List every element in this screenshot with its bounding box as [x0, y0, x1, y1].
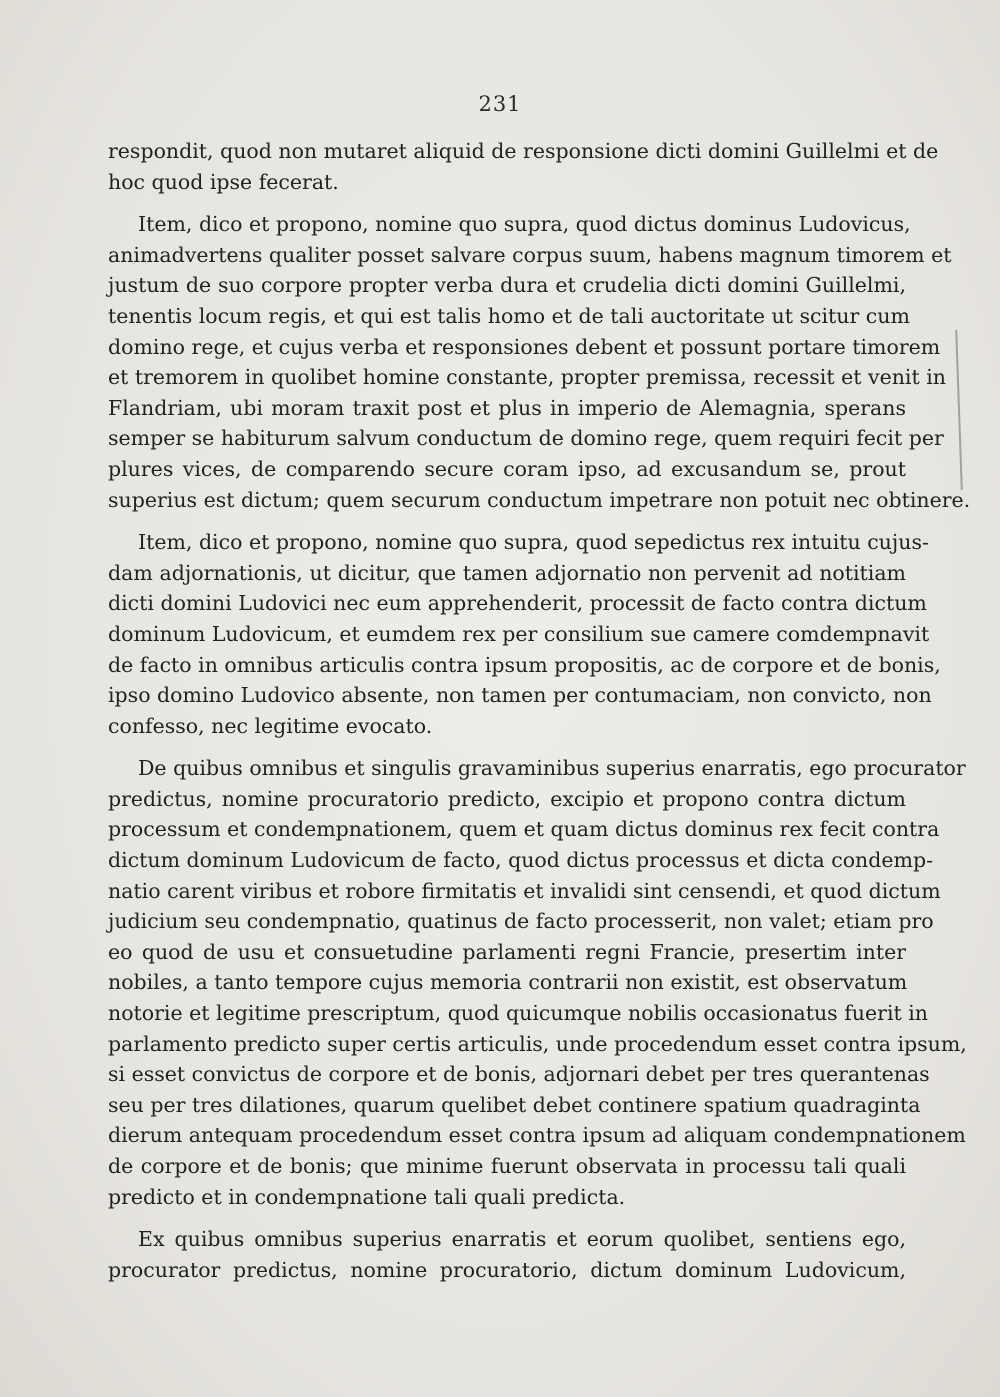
paragraph-gap: [108, 1212, 906, 1224]
text-line: Item, dico et propono, nomine quo supra, quod dictus dominus Ludovicus,: [138, 212, 911, 237]
text-line: judicium seu condempnatio, quatinus de facto processerit, non valet; etiam pro: [108, 909, 934, 934]
text-line: dicti domini Ludovici nec eum apprehenderit, processit de facto contra dictum: [108, 591, 927, 616]
paragraph-gap: [108, 515, 906, 527]
paragraph: [108, 136, 939, 197]
text-line: De quibus omnibus et singulis gravaminibus superius enarratis, ego procurator: [138, 756, 966, 781]
text-line: predictus, nomine procuratorio predicto, excipio et propono contra dictum: [108, 786, 906, 811]
text-line: nobiles, a tanto tempore cujus memoria contrarii non existit, est observatum: [108, 970, 908, 995]
text-line: dominum Ludovicum, et eumdem rex per consilium sue camere comdempnavit: [108, 621, 930, 646]
paragraph-gap: [108, 197, 906, 209]
body-text: [108, 136, 971, 1285]
text-line: de facto in omnibus articulis contra ipsum propositis, ac de corpore et de bonis,: [108, 652, 941, 677]
text-line: dictum dominum Ludovicum de facto, quod dictus processus et dicta condemp-: [108, 848, 934, 873]
margin-mark: [955, 330, 963, 490]
text-line: respondit, quod non mutaret aliquid de responsione dicti domini Guillelmi et de: [108, 139, 939, 163]
text-line: semper se habiturum salvum conductum de domino rege, quem requiri fecit per: [108, 426, 944, 451]
text-line: procurator predictus, nomine procuratorio, dictum dominum Ludovicum,: [108, 1257, 906, 1282]
text-line: dam adjornationis, ut dicitur, que tamen adjornatio non pervenit ad notitiam: [108, 560, 906, 585]
text-line: hoc quod ipse fecerat.: [108, 169, 339, 194]
text-line: notorie et legitime prescriptum, quod quicumque nobilis occasionatus fuerit in: [108, 1001, 929, 1026]
text-line: natio carent viribus et robore firmitatis et invalidi sint censendi, et quod dictum: [108, 878, 941, 903]
text-line: si esset convictus de corpore et de bonis, adjornari debet per tres querantenas: [108, 1062, 930, 1087]
text-line: plures vices, de comparendo secure coram ipso, ad excusandum se, prout: [108, 456, 906, 481]
paragraph: [108, 209, 971, 515]
text-line: superius est dictum; quem securum conductum impetrare non potuit nec obtinere.: [108, 487, 971, 512]
text-line: Flandriam, ubi moram traxit post et plus in imperio de Alemagnia, sperans: [108, 395, 906, 420]
paragraph: [108, 527, 941, 741]
paragraph-gap: [108, 741, 906, 753]
text-line: confesso, nec legitime evocato.: [108, 713, 433, 738]
text-line: domino rege, et cujus verba et responsiones debent et possunt portare timorem: [108, 334, 941, 359]
text-line: ipso domino Ludovico absente, non tamen per contumaciam, non convicto, non: [108, 683, 932, 708]
paragraph: [108, 753, 967, 1212]
text-line: processum et condempnationem, quem et quam dictus dominus rex fecit contra: [108, 817, 940, 842]
text-line: parlamento predicto super certis articulis, unde procedendum esset contra ipsum,: [108, 1031, 967, 1056]
text-line: seu per tres dilationes, quarum quelibet debet continere spatium quadraginta: [108, 1092, 921, 1117]
text-line: et tremorem in quolibet homine constante, propter premissa, recessit et venit in: [108, 365, 946, 390]
text-line: dierum antequam procedendum esset contra ipsum ad aliquam condempnationem: [108, 1123, 966, 1148]
text-line: Item, dico et propono, nomine quo supra, quod sepedictus rex intuitu cujus-: [138, 530, 929, 555]
page-number: 231: [478, 92, 522, 116]
text-line: animadvertens qualiter posset salvare corpus suum, habens magnum timorem et: [108, 242, 952, 267]
paragraph: [108, 1224, 906, 1285]
text-line: predicto et in condempnatione tali quali predicta.: [108, 1184, 626, 1209]
text-line: Ex quibus omnibus superius enarratis et eorum quolibet, sentiens ego,: [138, 1227, 906, 1252]
text-line: eo quod de usu et consuetudine parlamenti regni Francie, presertim inter: [108, 939, 906, 964]
text-line: justum de suo corpore propter verba dura et crudelia dicti domini Guillelmi,: [108, 273, 906, 298]
text-line: tenentis locum regis, et qui est talis homo et de tali auctoritate ut scitur cum: [108, 303, 910, 328]
text-line: de corpore et de bonis; que minime fuerunt observata in processu tali quali: [108, 1154, 906, 1178]
